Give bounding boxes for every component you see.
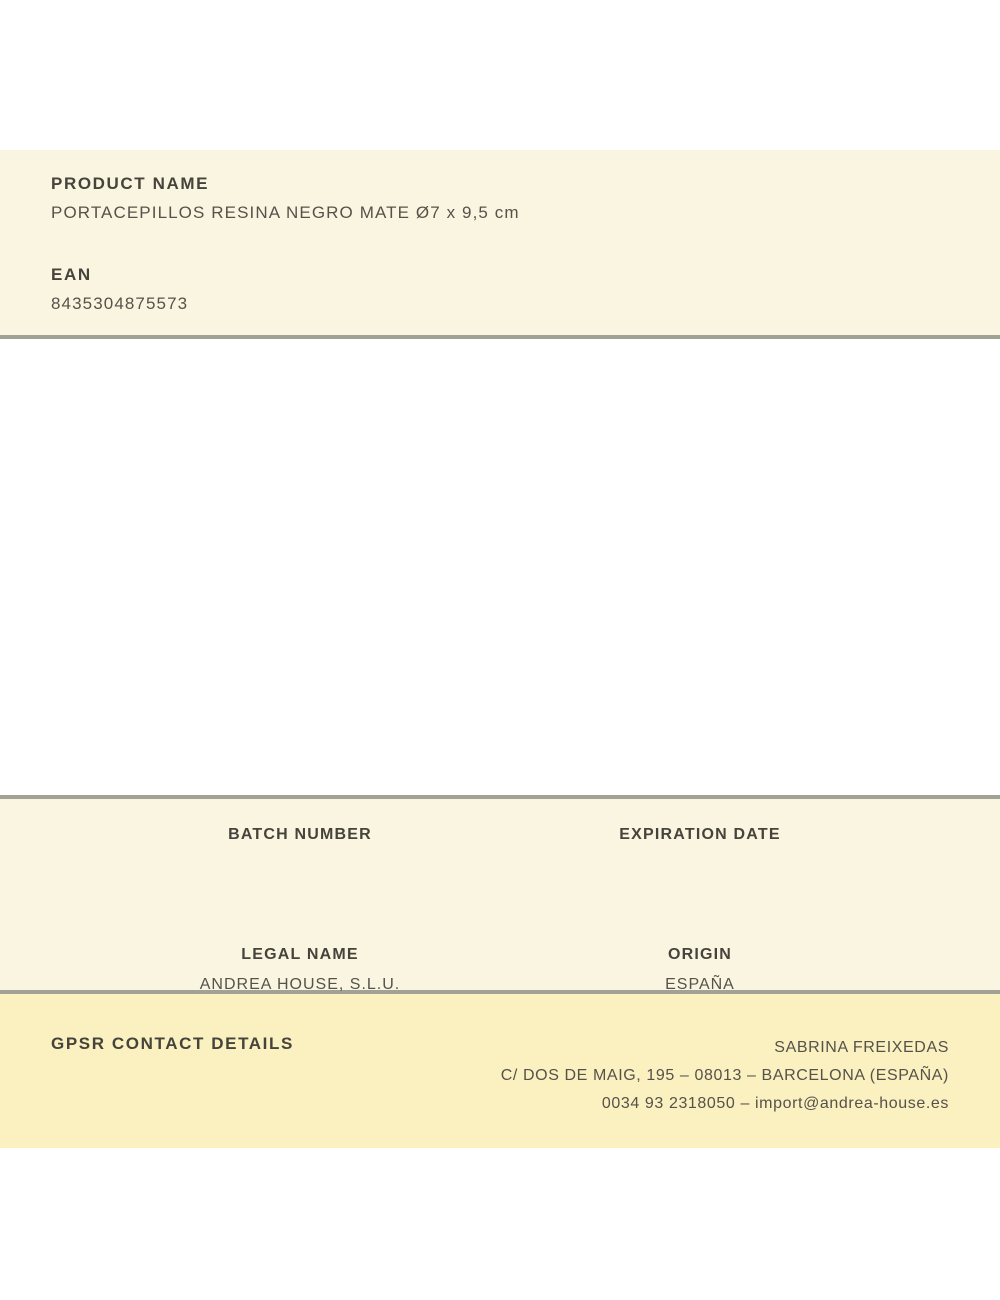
expiration-date-block — [500, 825, 900, 874]
expiration-date-value — [500, 855, 900, 874]
legal-name-block — [100, 945, 500, 994]
ean-label: EAN — [51, 265, 92, 284]
product-name-block — [51, 174, 949, 223]
contact-address: C/ DOS DE MAIG, 195 – 08013 – BARCELONA (ESPAÑA) — [500, 1067, 949, 1084]
batch-number-block — [100, 825, 500, 874]
ean-value: 8435304875573 — [51, 294, 189, 313]
expiration-date-label: EXPIRATION DATE — [619, 826, 781, 843]
contact-person-name: SABRINA FREIXEDAS — [774, 1039, 949, 1056]
gpsr-heading: GPSR CONTACT DETAILS — [51, 1034, 294, 1053]
origin-value: ESPAÑA — [665, 976, 735, 993]
top-white-space — [0, 0, 1000, 150]
ean-block — [51, 265, 949, 314]
bottom-white-space — [0, 1148, 1000, 1300]
traceability-section — [0, 799, 1000, 993]
origin-label: ORIGIN — [667, 946, 733, 963]
legal-name-label: LEGAL NAME — [241, 946, 359, 963]
row-gap — [100, 874, 900, 945]
traceability-grid — [100, 825, 900, 994]
product-name-label: PRODUCT NAME — [51, 174, 210, 193]
batch-number-value — [100, 855, 500, 874]
legal-name-value: ANDREA HOUSE, S.L.U. — [199, 976, 401, 993]
origin-block — [500, 945, 900, 994]
product-identity-section — [0, 150, 1000, 335]
blank-middle-area — [0, 339, 1000, 795]
batch-number-label: BATCH NUMBER — [228, 826, 372, 843]
gpsr-contact-details — [501, 1034, 949, 1118]
product-name-value: PORTACEPILLOS RESINA NEGRO MATE Ø7 x 9,5 cm — [51, 203, 520, 222]
gpsr-contact-section — [0, 994, 1000, 1148]
contact-phone-email: 0034 93 2318050 – import@andrea-house.es — [601, 1095, 949, 1112]
